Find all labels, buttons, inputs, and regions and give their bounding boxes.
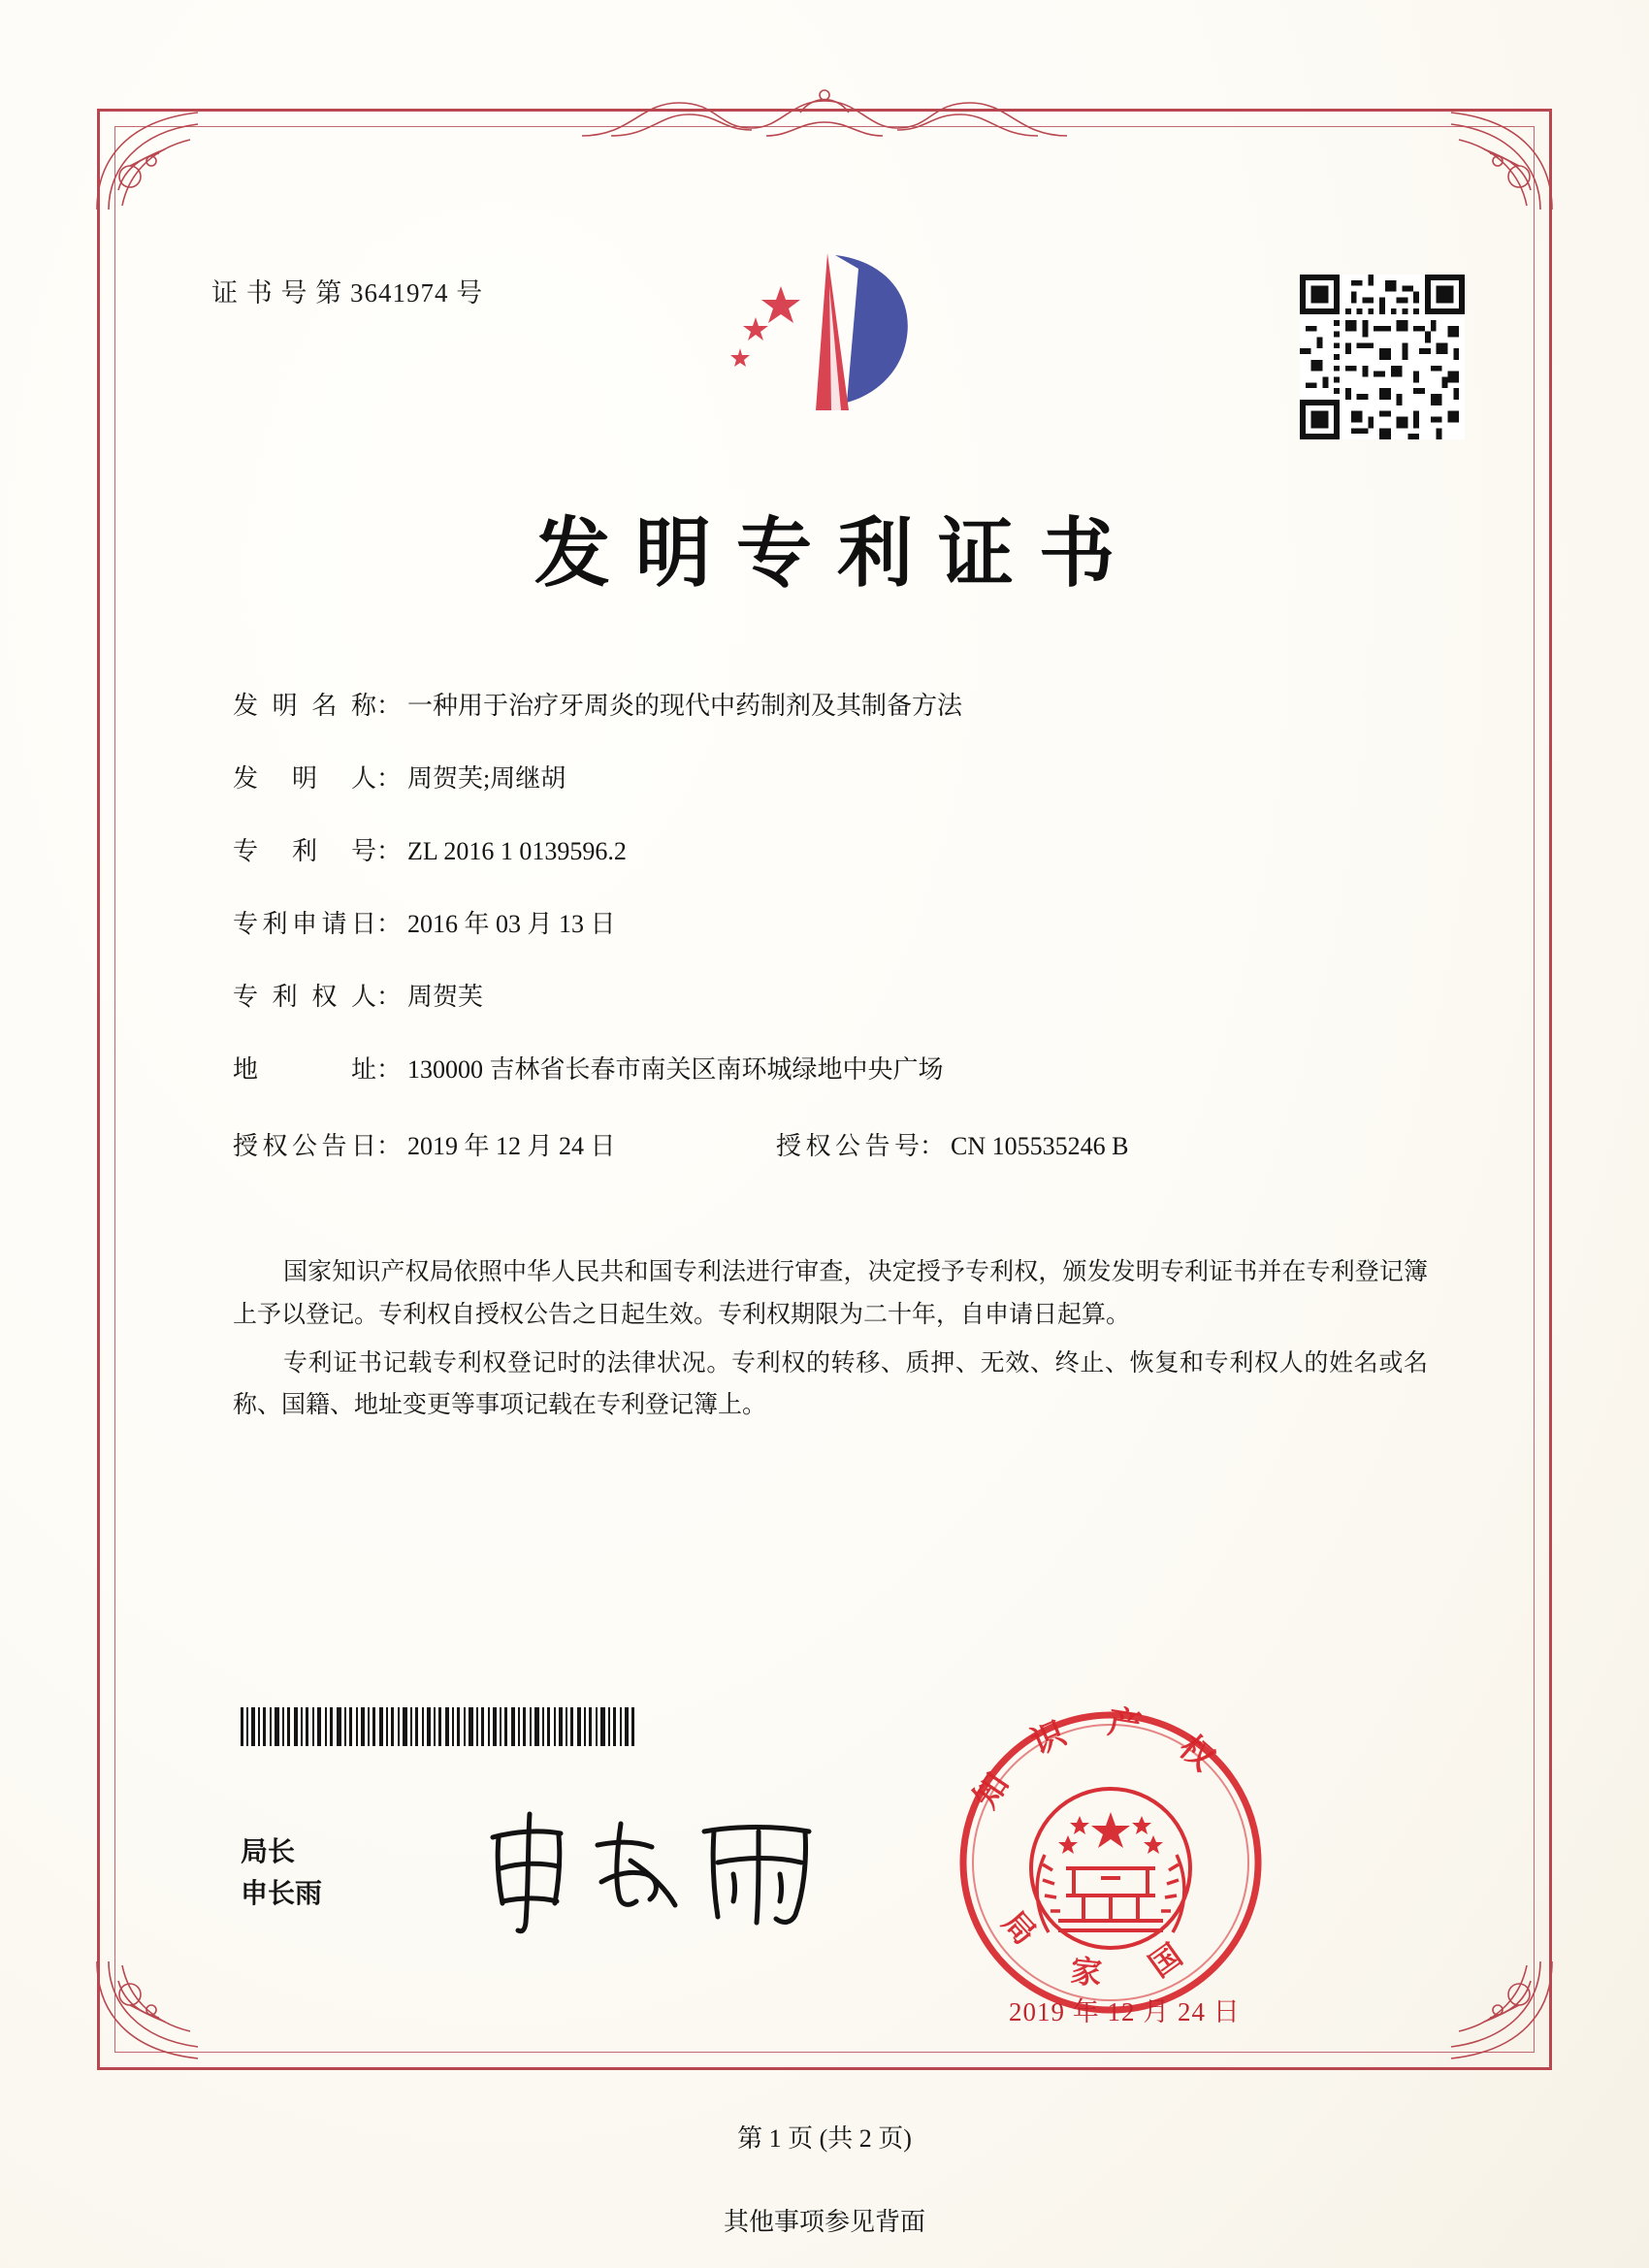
seal-date: 2019 年 12 月 24 日 [1009, 1997, 1241, 2026]
director-title-label: 局长 [241, 1837, 296, 1867]
field-patent-number [233, 834, 1436, 868]
field-value-patentee: 周贺芙 [407, 983, 484, 1012]
field-colon: ： [376, 837, 403, 866]
field-inventors [233, 761, 1436, 795]
grant-date-value: 2019 年 12 月 24 日 [407, 1131, 616, 1160]
grant-date-label: 授 权 公 告 日 [233, 1131, 376, 1160]
field-label: 地 址 [233, 1055, 376, 1085]
paragraph-1: 国家知识产权局依照中华人民共和国专利法进行审查，决定授予专利权，颁发发明专利证书并在专利登记簿上予以登记。专利权自授权公告之日起生效。专利权期限为二十年，自申请日起算。 [233, 1259, 1428, 1328]
field-colon: ： [376, 910, 403, 939]
field-application-date [233, 907, 1436, 941]
field-value-invention-name: 一种用于治疗牙周炎的现代中药制剂及其制备方法 [407, 692, 963, 720]
body-paragraphs [233, 1251, 1428, 1433]
field-patentee [233, 980, 1436, 1014]
field-colon: ： [376, 1131, 403, 1160]
field-value-patent-number: ZL 2016 1 0139596.2 [407, 837, 627, 866]
page-number: 第 1 页 (共 2 页) [737, 2124, 912, 2153]
paragraph-2: 专利证书记载专利权登记时的法律状况。专利权的转移、质押、无效、终止、恢复和专利权人的姓名或名称、国籍、地址变更等事项记载在专利登记簿上。 [233, 1349, 1428, 1419]
fields-list [233, 689, 1436, 1183]
back-side-note: 其他事项参见背面 [723, 2208, 925, 2236]
field-colon: ： [920, 1131, 946, 1160]
official-seal [936, 1688, 1285, 2037]
grant-announcement-row [233, 1126, 1436, 1162]
director-name-label: 申长雨 [241, 1879, 323, 1910]
field-value-application-date: 2016 年 03 月 13 日 [407, 910, 616, 939]
certificate-number: 证 书 号 第 3641974 号 [211, 278, 484, 308]
svg-text:局 家 国: 局 家 国 [995, 1904, 1210, 1994]
field-colon: ： [376, 1055, 403, 1085]
top-ornament-icon [572, 83, 1077, 140]
field-label: 发 明 人 [233, 764, 376, 794]
field-value-address: 130000 吉林省长春市南关区南环城绿地中央广场 [407, 1055, 944, 1085]
field-label: 专 利 权 人 [233, 983, 376, 1012]
barcode [241, 1707, 658, 1746]
field-label: 专 利 申 请 日 [233, 910, 376, 939]
signature-block [241, 1831, 322, 1916]
svg-text:知 识 产 权: 知 识 产 权 [967, 1704, 1233, 1815]
field-colon: ： [376, 764, 403, 794]
grant-number-value: CN 105535246 B [951, 1131, 1129, 1160]
handwritten-signature [475, 1802, 844, 1938]
qr-code [1300, 275, 1465, 439]
field-address [233, 1053, 1436, 1086]
field-colon: ： [376, 983, 403, 1012]
field-label: 专 利 号 [233, 837, 376, 866]
grant-number-label: 授 权 公 告 号 [776, 1131, 920, 1160]
field-colon: ： [376, 692, 403, 720]
page-title: 发明专利证书 [534, 511, 1140, 596]
field-invention-name [233, 689, 1436, 723]
field-label: 发 明 名 称 [233, 692, 376, 720]
cnipa-logo-icon [713, 247, 946, 422]
field-value-inventors: 周贺芙;周继胡 [407, 764, 566, 794]
